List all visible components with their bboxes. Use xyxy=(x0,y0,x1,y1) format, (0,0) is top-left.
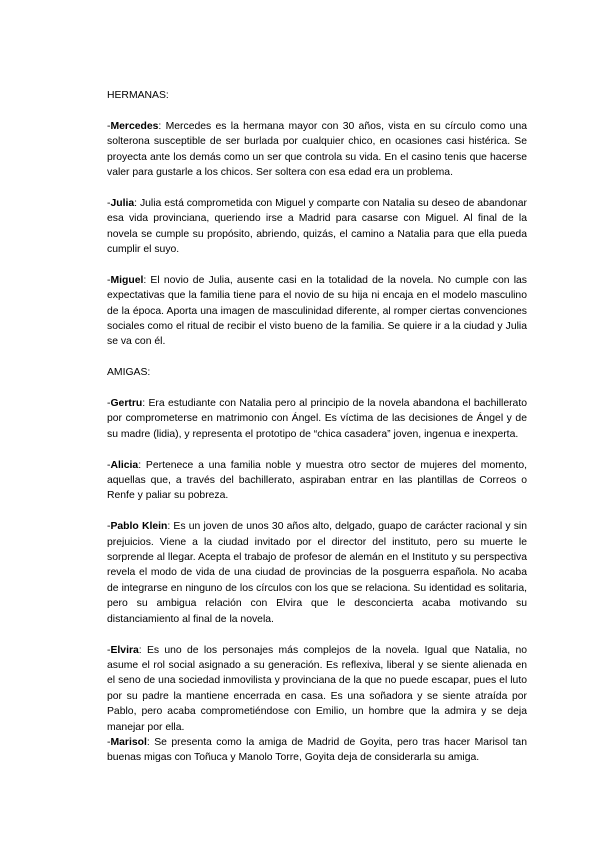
character-description: Es uno de los personajes más complejos de la novela. Igual que Natalia, no asume el rol social asignado a su generación. Es reflexiva, liberal y se siente alienada en el seno de una sociedad inmovilista y provinciana de la que no puede escapar, pues el luto por su padre la mantiene encerrada en casa. Es una soñadora y se siente atraída por Pablo, pero acaba comprometiéndose con Emilio, un hombre que la admira y se deja manejar por ella. xyxy=(107,644,527,733)
character-entry-mercedes xyxy=(107,119,527,181)
entry-dash: - xyxy=(107,521,111,533)
entry-dash: - xyxy=(107,398,111,410)
character-entry-elvira xyxy=(107,643,527,735)
entry-dash: - xyxy=(107,120,111,132)
section-heading-hermanas: HERMANAS: xyxy=(107,90,169,101)
character-description: El novio de Julia, ausente casi en la totalidad de la novela. No cumple con las expectativas que la familia tiene para el novio de su hija ni encaja en el modelo masculino de la época. Aporta una imagen de masculinidad diferente, al romper ciertas convenciones sociales como el ritual de recibir el visto bueno de la familia. Se quiere ir a la ciudad y Julia se va con él. xyxy=(107,274,527,348)
character-entry-pablo-klein xyxy=(107,519,527,627)
character-description: Julia está comprometida con Miguel y comparte con Natalia su deseo de abandonar esa vida provinciana, queriendo irse a Madrid para casarse con Miguel. Al final de la novela se cumple su propósito, abriendo, quizás, el camino a Natalia para que ella pueda cumplir el suyo. xyxy=(107,197,527,256)
character-entry-alicia xyxy=(107,458,527,504)
character-name: Pablo Klein xyxy=(110,521,168,533)
entry-separator: : xyxy=(158,120,162,132)
entry-separator: : xyxy=(167,521,171,533)
character-entry-julia xyxy=(107,196,527,258)
entry-separator: : xyxy=(138,644,142,656)
character-name: Elvira xyxy=(110,644,139,656)
entry-separator: : xyxy=(143,274,147,286)
entry-separator: : xyxy=(142,398,146,410)
entry-dash: - xyxy=(107,274,111,286)
entry-dash: - xyxy=(107,736,111,748)
character-description: Se presenta como la amiga de Madrid de Goyita, pero tras hacer Marisol tan buenas migas con Toñuca y Manolo Torre, Goyita deja de considerarla su amiga. xyxy=(107,736,527,764)
entry-separator: : xyxy=(146,736,150,748)
character-description: Pertenece a una familia noble y muestra otro sector de mujeres del momento, aquellas que, a través del bachillerato, aspiraban entrar en las plantillas de Correos o Renfe y paliar su pobreza. xyxy=(107,459,527,502)
character-entry-miguel xyxy=(107,273,527,350)
character-entry-marisol xyxy=(107,735,527,766)
character-name: Miguel xyxy=(110,274,144,286)
entry-dash: - xyxy=(107,459,111,471)
character-description: Mercedes es la hermana mayor con 30 años, vista en su círculo como una solterona susceptible de ser burlada por cualquier chico, en ocasiones casi histérica. Se proyecta ante los demás como un ser que controla su vida. En el casino tenis que hacerse valer para gustarle a los chicos. Ser soltera con esa edad era un problema. xyxy=(107,120,527,179)
entry-separator: : xyxy=(138,459,142,471)
section-heading-amigas: AMIGAS: xyxy=(107,367,151,379)
entry-dash: - xyxy=(107,197,111,209)
entry-dash: - xyxy=(107,644,111,656)
character-description: Es un joven de unos 30 años alto, delgado, guapo de carácter racional y sin prejuicios. Viene a la ciudad invitado por el director del instituto, pero su muerte le sorprende al llegar. Acepta el trabajo de profesor de alemán en el Instituto y su perspectiva revela el modo de vida de una ciudad de provincias de la posguerra española. No acaba de integrarse en ninguno de los círculos con los que se relaciona. Su identidad es solitaria, pero su ambigua relación con Elvira que le desconcierta acaba motivando su distanciamiento al final de la novela. xyxy=(107,521,527,625)
character-entry-gertru xyxy=(107,396,527,442)
character-name: Julia xyxy=(110,197,135,209)
character-name: Marisol xyxy=(110,736,147,748)
character-name: Gertru xyxy=(110,398,143,410)
entry-separator: : xyxy=(134,197,138,209)
character-name: Alicia xyxy=(110,459,139,471)
character-name: Mercedes xyxy=(110,120,159,132)
character-description: Era estudiante con Natalia pero al principio de la novela abandona el bachillerato por comprometerse en matrimonio con Ángel. Es víctima de las decisiones de Ángel y de su madre (lidia), y representa el prototipo de “chica casadera” joven, ingenua e inexperta. xyxy=(107,398,527,440)
